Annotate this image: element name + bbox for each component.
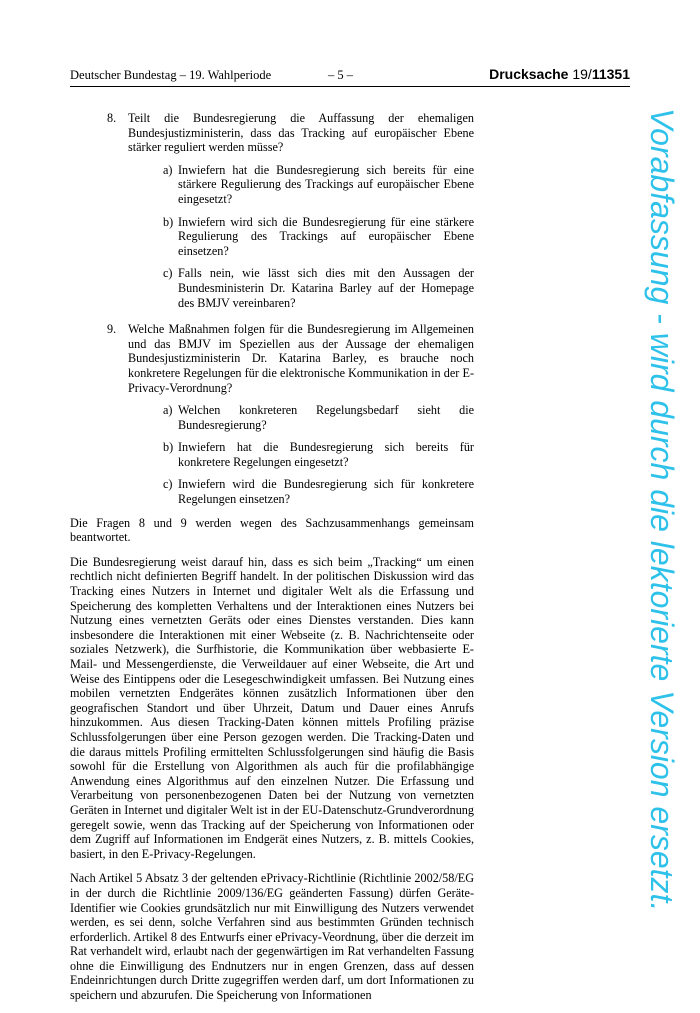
doc-period: 19/ [572, 66, 592, 82]
subquestion-text: Falls nein, wie lässt sich dies mit den Aussagen der Bundesministerin Dr. Katarina Barley auf der Homepage des BMJV vereinbaren? [178, 266, 474, 310]
document-number [489, 66, 630, 82]
answer-paragraph-tracking: Die Bundesregierung weist darauf hin, dass es sich beim „Tracking“ um einen rechtlich nicht definierten Begriff handelt. In der politischen Diskussion wird das Tracking eines Nutzers in Internet und digitaler Welt als die Erfassung und Speicherung des kompletten Verhaltens und der Interaktionen eines Nutzers bei Nutzung eines vernetzten Geräts oder eines Dienstes verstanden. Dies kann insbesondere die Interaktionen mit einer Webseite (z. B. Nachrichtenseite oder soziales Netzwerk), die Surfhistorie, die Kommunikation über webbasierte E-Mail- und Messengerdienste, die Verweildauer auf einer Webseite, die Art und Weise des Eintippens oder die Lesegeschwindigkeit umfassen. Bei Nutzung eines mobilen vernetzten Endgerätes können zusätzlich Informationen über den geografischen Standort und über Uhrzeit, Datum und Dauer eines Anrufs hinzukommen. Aus diesen Tracking-Daten können mittels Profiling präzise Schlussfolgerungen über eine Person gezogen werden. Die Tracking-Daten und die daraus mittels Profiling ermittelten Schlussfolgerungen sind häufig die Basis sowohl für die Erstellung von Algorithmen als auch für die profilabhängige Anwendung eines Algorithmus auf den einzelnen Nutzer. Die Erfassung und Verarbeitung von personenbezogenen Daten bei der Nutzung von vernetzten Geräten in Internet und digitaler Welt ist in der EU-Datenschutz-Grundverordnung geregelt sowie, wenn das Tracking auf der Speicherung von Informationen oder dem Zugriff auf Informationen im Endgerät eines Nutzers, z. B. mittels Cookies, basiert, in den E-Privacy-Regelungen. [70, 554, 474, 861]
subquestion-text: Welchen konkreteren Regelungsbedarf sieht die Bundesregierung? [178, 403, 474, 432]
subquestion-9b [103, 440, 474, 469]
subquestion-label: b) [163, 440, 174, 455]
question-text: Welche Maßnahmen folgen für die Bundesregierung im Allgemeinen und das BMJV im Speziellen aus der Aussage der ehemaligen Bundesjustizministerin Dr. Katarina Barley, es brauche noch konkretere Regelungen für die elektronische Kommunikation in der E-Privacy-Verordnung? [128, 322, 474, 395]
subquestion-9c [103, 477, 474, 506]
question-8 [70, 111, 474, 310]
subquestion-text: Inwiefern wird die Bundesregierung sich für konkretere Regelungen einsetzen? [178, 477, 474, 507]
subquestion-label: b) [163, 214, 174, 229]
page-number: – 5 – [328, 68, 353, 82]
question-number: 9. [107, 322, 117, 337]
preliminary-version-watermark: Vorabfassung - wird durch die lektorierte Version ersetzt. [644, 108, 680, 912]
subquestion-text: Inwiefern wird sich die Bundesregierung für eine stärkere Regulierung des Trackings auf europäischer Ebene einsetzen? [178, 214, 474, 258]
question-9 [70, 322, 474, 507]
subquestion-label: c) [163, 477, 173, 492]
answer-intro: Die Fragen 8 und 9 werden wegen des Sachzusammenhangs gemeinsam beantwortet. [70, 515, 474, 545]
parliament-period: Deutscher Bundestag – 19. Wahlperiode [70, 68, 272, 82]
page-header [70, 66, 630, 87]
subquestion-text: Inwiefern hat die Bundesregierung sich bereits für eine stärkere Regulierung des Trackings auf europäischer Ebene eingesetzt? [178, 162, 474, 206]
question-number: 8. [107, 111, 117, 125]
question-text: Teilt die Bundesregierung die Auffassung der ehemaligen Bundesjustizministerin, dass das Tracking auf europäischer Ebene stärker reguliert werden müsse? [128, 111, 474, 155]
doc-label: Drucksache [489, 66, 569, 82]
subquestion-8a [103, 163, 474, 207]
subquestion-9a [103, 403, 474, 432]
subquestion-label: a) [163, 403, 173, 418]
subquestion-text: Inwiefern hat die Bundesregierung sich bereits für konkretere Regelungen eingesetzt? [178, 440, 474, 469]
subquestion-label: a) [163, 162, 173, 177]
subquestion-8b [103, 215, 474, 259]
answer-paragraph-eprivacy: Nach Artikel 5 Absatz 3 der geltenden ePrivacy-Richtlinie (Richtlinie 2002/58/EG in der durch die Richtlinie 2009/136/EG geänderten Fassung) dürfen Geräte-Identifier wie Cookies grundsätzlich nur mit Einwilligung des Nutzers verwendet werden, es sei denn, solche Verfahren sind aus bestimmten Gründen technisch erforderlich. Artikel 8 des Entwurfs einer ePrivacy-Veordnung, über die derzeit im Rat verhandelt wird, erlaubt nach der gegenwärtigen im Rat verhandelten Fassung ohne die Einwilligung des Endnutzers nur in engen Grenzen, dass auf dessen Endeinrichtungen durch Dritte zugegriffen werden darf, um dort Informationen zu speichern und abzurufen. Die Speicherung von Informationen [70, 871, 474, 1003]
subquestion-label: c) [163, 266, 173, 281]
subquestion-8c [103, 266, 474, 310]
doc-number-value: 11351 [591, 66, 630, 82]
document-body [70, 111, 474, 1013]
